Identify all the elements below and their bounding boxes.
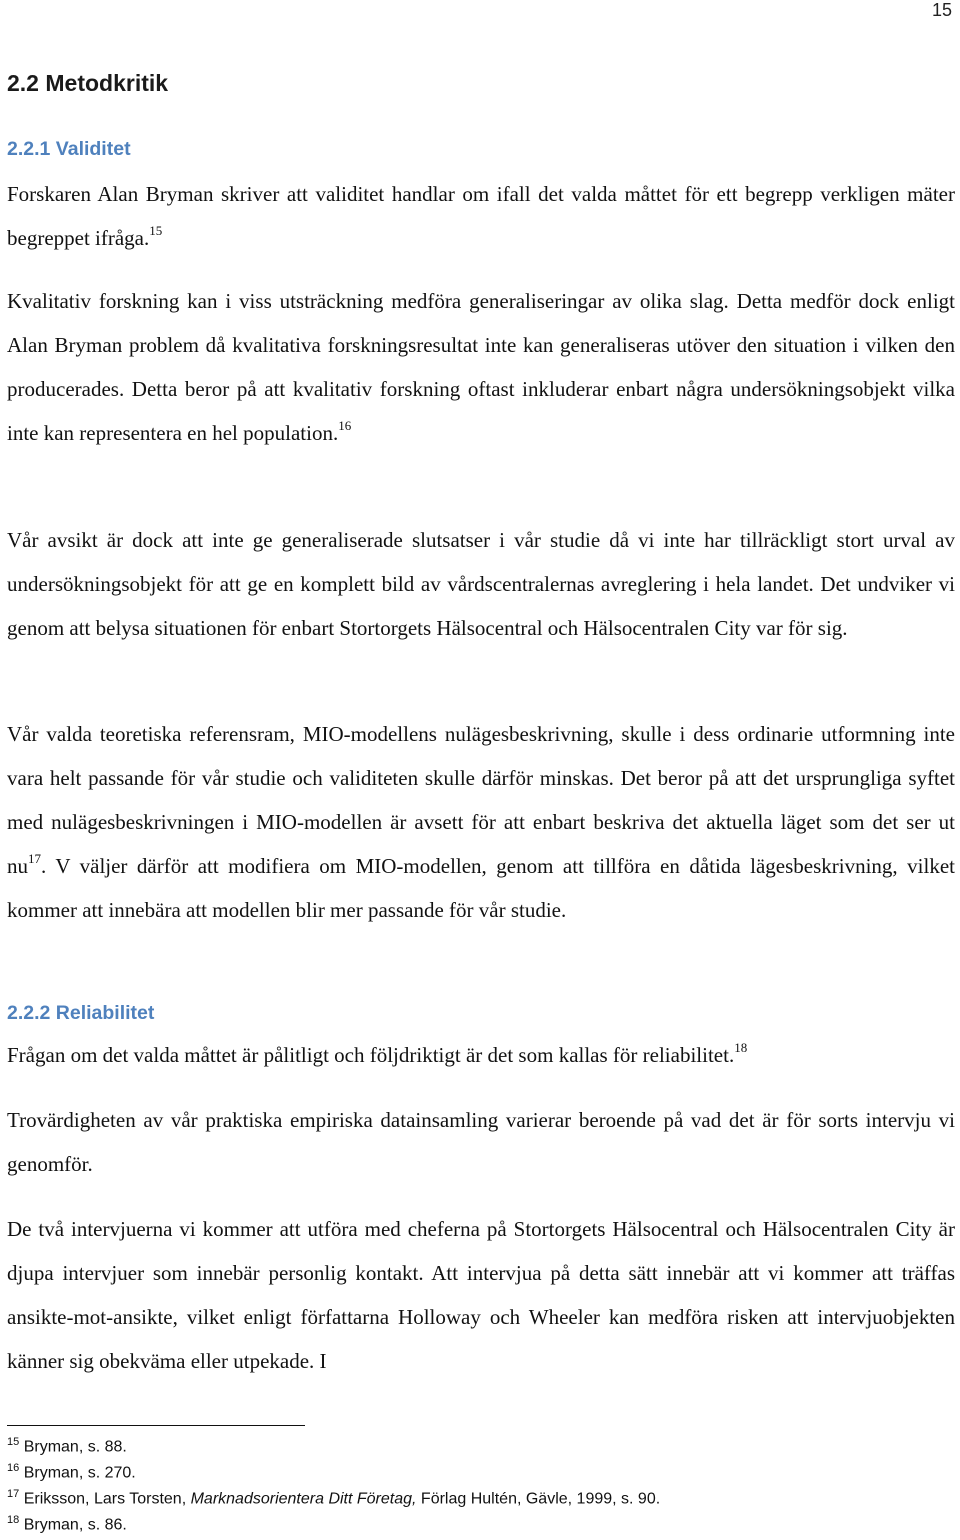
footnote-17: $^{17}$ Eriksson, Lars Torsten, Marknadsorientera Ditt Företag, Förlag Hultén, Gävle, 1999, s. 90. <box>7 1488 661 1508</box>
footnote-ref-17: 17 <box>28 851 41 866</box>
page-number: 15 <box>931 0 952 20</box>
subsection-heading-reliabilitet: 2.2.2 Reliabilitet <box>7 1002 155 1024</box>
paragraph-reliabilitet-2: Trovärdigheten av vår praktiska empiriska datainsamling varierar beroende på vad det är för sorts intervju vi genomför. <box>7 1108 955 1176</box>
paragraph-validitet-1: Forskaren Alan Bryman skriver att validitet handlar om ifall det valda måttet för ett begrepp verkligen mäter begreppet ifråga.$^{15}$ <box>7 182 955 250</box>
paragraph-reliabilitet-1: Frågan om det valda måttet är pålitligt och följdriktigt är det som kallas för reliabilitet.$^{18}$ <box>7 1040 748 1067</box>
subsection-heading-validitet: 2.2.1 Validitet <box>7 138 131 160</box>
footnote-number: 17 <box>7 1488 20 1500</box>
section-heading-metodkritik: 2.2 Metodkritik <box>7 70 169 96</box>
footnote-ref-16: 16 <box>338 418 352 433</box>
footnote-16: $^{16}$ Bryman, s. 270. <box>7 1462 136 1482</box>
footnote-18: $^{18}$ Bryman, s. 86. <box>7 1514 127 1534</box>
footnote-number: 15 <box>7 1436 20 1448</box>
paragraph-validitet-4: Vår valda teoretiska referensram, MIO-modellens nulägesbeskrivning, skulle i dess ordinarie utformning inte vara helt passande för vår studie och validiteten skulle därför minskas. Det beror på att det ursprungliga syftet med nulägesbeskrivningen i MIO-modellen är avsett för att enbart beskriva det aktuella läget som det ser ut $nu^{17}$. V väljer därför att modifiera om MIO-modellen, genom att tillföra en dåtida lägesbeskrivning, vilket kommer att innebära att modellen blir mer passande för vår studie. <box>7 722 955 922</box>
footnote-ref-15: 15 <box>149 223 163 238</box>
paragraph-reliabilitet-3: De två intervjuerna vi kommer att utföra med cheferna på Stortorgets Hälsocentral och Hälsocentralen City är djupa intervjuer som innebär personlig kontakt. Att intervjua på detta sätt innebär att vi kommer att träffas ansikte-mot-ansikte, vilket enligt författarna Holloway och Wheeler kan medföra risken att intervjuobjekten känner sig obekväma eller utpekade. I <box>7 1217 955 1373</box>
paragraph-validitet-3: Vår avsikt är dock att inte ge generaliserade slutsatser i vår studie då vi inte har tillräckligt stort urval av undersökningsobjekt för att ge en komplett bild av vårdscentralernas avreglering i hela landet. Det undviker vi genom att belysa situationen för enbart Stortorgets Hälsocentral och Hälsocentralen City var för sig. <box>7 528 955 640</box>
paragraph-validitet-2: Kvalitativ forskning kan i viss utsträckning medföra generaliseringar av olika slag. Detta medför dock enligt Alan Bryman problem då kvalitativa forskningsresultat inte kan generaliseras utöver den situation i vilken den producerades. Detta beror på att kvalitativ forskning oftast inkluderar enbart några undersökningsobjekt vilka inte kan representera en hel population.$^{16}$ <box>7 289 955 445</box>
footnote-15: $^{15}$ Bryman, s. 88. <box>7 1436 127 1456</box>
footnote-number: 18 <box>7 1514 20 1526</box>
footnote-number: 16 <box>7 1462 20 1474</box>
footnote-ref-18: 18 <box>734 1040 748 1055</box>
footnote-separator <box>7 1425 305 1426</box>
